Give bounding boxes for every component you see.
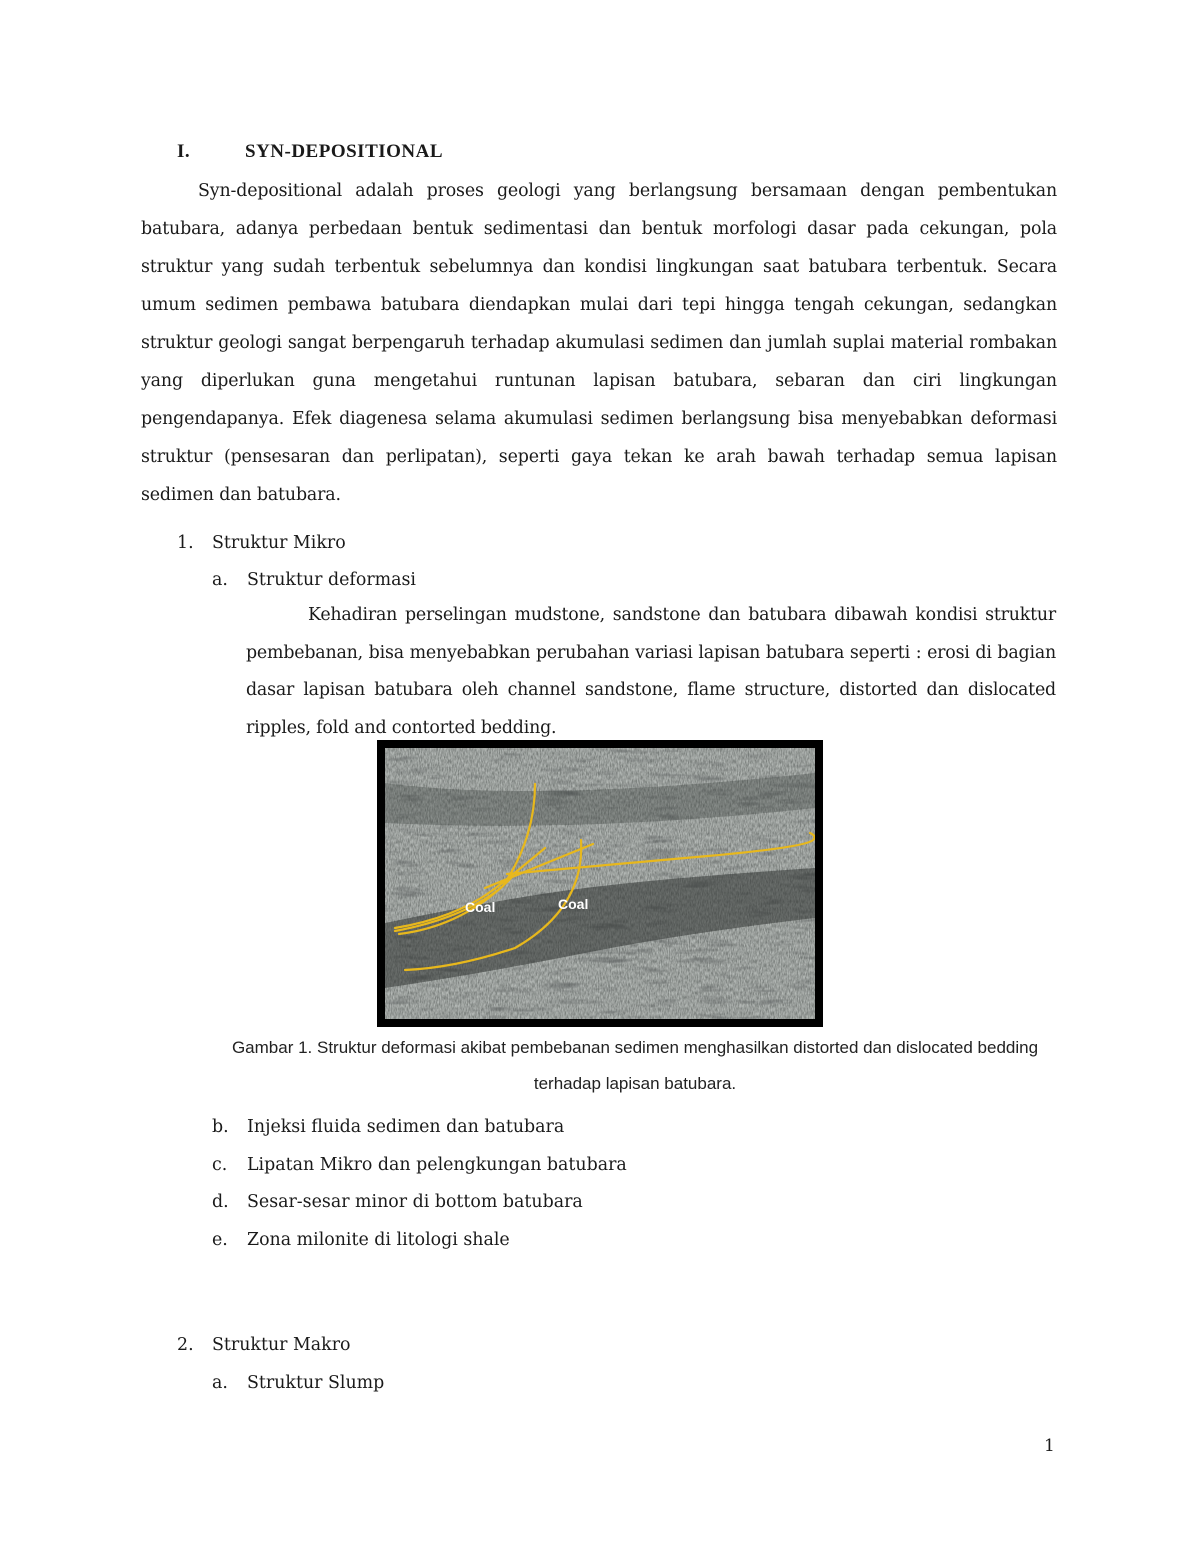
sub-item-mark: a. <box>212 1373 228 1393</box>
deformation-photo <box>385 748 815 1019</box>
list-item-struktur-mikro <box>177 531 346 555</box>
sub-item-label: Struktur Slump <box>247 1373 385 1393</box>
sub-item-mark: c. <box>212 1155 228 1175</box>
sub-item-mark: e. <box>212 1230 228 1250</box>
figure-caption <box>205 1030 1065 1102</box>
caption-line-1: Gambar 1. Struktur deformasi akibat pembebanan sedimen menghasilkan distorted dan dislocated bedding <box>231 1038 1039 1057</box>
sub-item-label: Sesar-sesar minor di bottom batubara <box>247 1192 583 1212</box>
coal-label-1: Coal <box>465 899 496 915</box>
sub-item-e <box>212 1228 510 1252</box>
list-number: 1. <box>177 533 194 553</box>
list-title: Struktur Makro <box>212 1335 351 1355</box>
sub-item-label: Lipatan Mikro dan pelengkungan batubara <box>247 1155 627 1175</box>
sub-item-mark: b. <box>212 1117 229 1137</box>
sub-item-label: Struktur deformasi <box>247 570 416 590</box>
sub-item-a <box>212 568 416 592</box>
list-number: 2. <box>177 1335 194 1355</box>
sub-item-mark: a. <box>212 570 228 590</box>
section-paragraph: Syn-depositional adalah proses geologi yang berlangsung bersamaan dengan pembentukan batubara, adanya perbedaan bentuk sedimentasi dan bentuk morfologi dasar pada cekungan, pola struktur yang sudah terbentuk sebelumnya dan kondisi lingkungan saat batubara terbentuk. Secara umum sedimen pembawa batubara diendapkan mulai dari tepi hingga tengah cekungan, sedangkan struktur geologi sangat berpengaruh terhadap akumulasi sedimen dan jumlah suplai material rombakan yang diperlukan guna mengetahui runtunan lapisan batubara, sebaran dan ciri lingkungan pengendapanya. Efek diagenesa selama akumulasi sedimen berlangsung bisa menyebabkan deformasi struktur (pensesaran dan perlipatan), seperti gaya tekan ke arah bawah terhadap semua lapisan sedimen dan batubara. <box>141 181 1057 505</box>
section-heading <box>177 141 443 163</box>
sub-item-d <box>212 1190 583 1214</box>
sub-item-label: Injeksi fluida sedimen dan batubara <box>247 1117 565 1137</box>
figure-image <box>377 740 823 1027</box>
section-number: I. <box>177 141 191 162</box>
sub-item-c <box>212 1153 627 1177</box>
sub-item-label: Zona milonite di litologi shale <box>247 1230 510 1250</box>
sub-item-mark: d. <box>212 1192 229 1212</box>
sub-item-slump <box>212 1371 385 1395</box>
sub-item-a-paragraph: Kehadiran perselingan mudstone, sandstone dan batubara dibawah kondisi struktur pembebanan, bisa menyebabkan perubahan variasi lapisan batubara seperti : erosi di bagian dasar lapisan batubara oleh channel sandstone, flame structure, distorted dan dislocated ripples, fold and contorted bedding. <box>246 605 1056 738</box>
section-title: SYN-DEPOSITIONAL <box>245 141 444 162</box>
sub-item-b <box>212 1115 565 1139</box>
list-item-struktur-makro <box>177 1333 351 1357</box>
coal-label-2: Coal <box>558 896 589 912</box>
caption-line-2: terhadap lapisan batubara. <box>533 1074 737 1093</box>
page-number: 1 <box>1044 1436 1055 1456</box>
list-title: Struktur Mikro <box>212 533 346 553</box>
